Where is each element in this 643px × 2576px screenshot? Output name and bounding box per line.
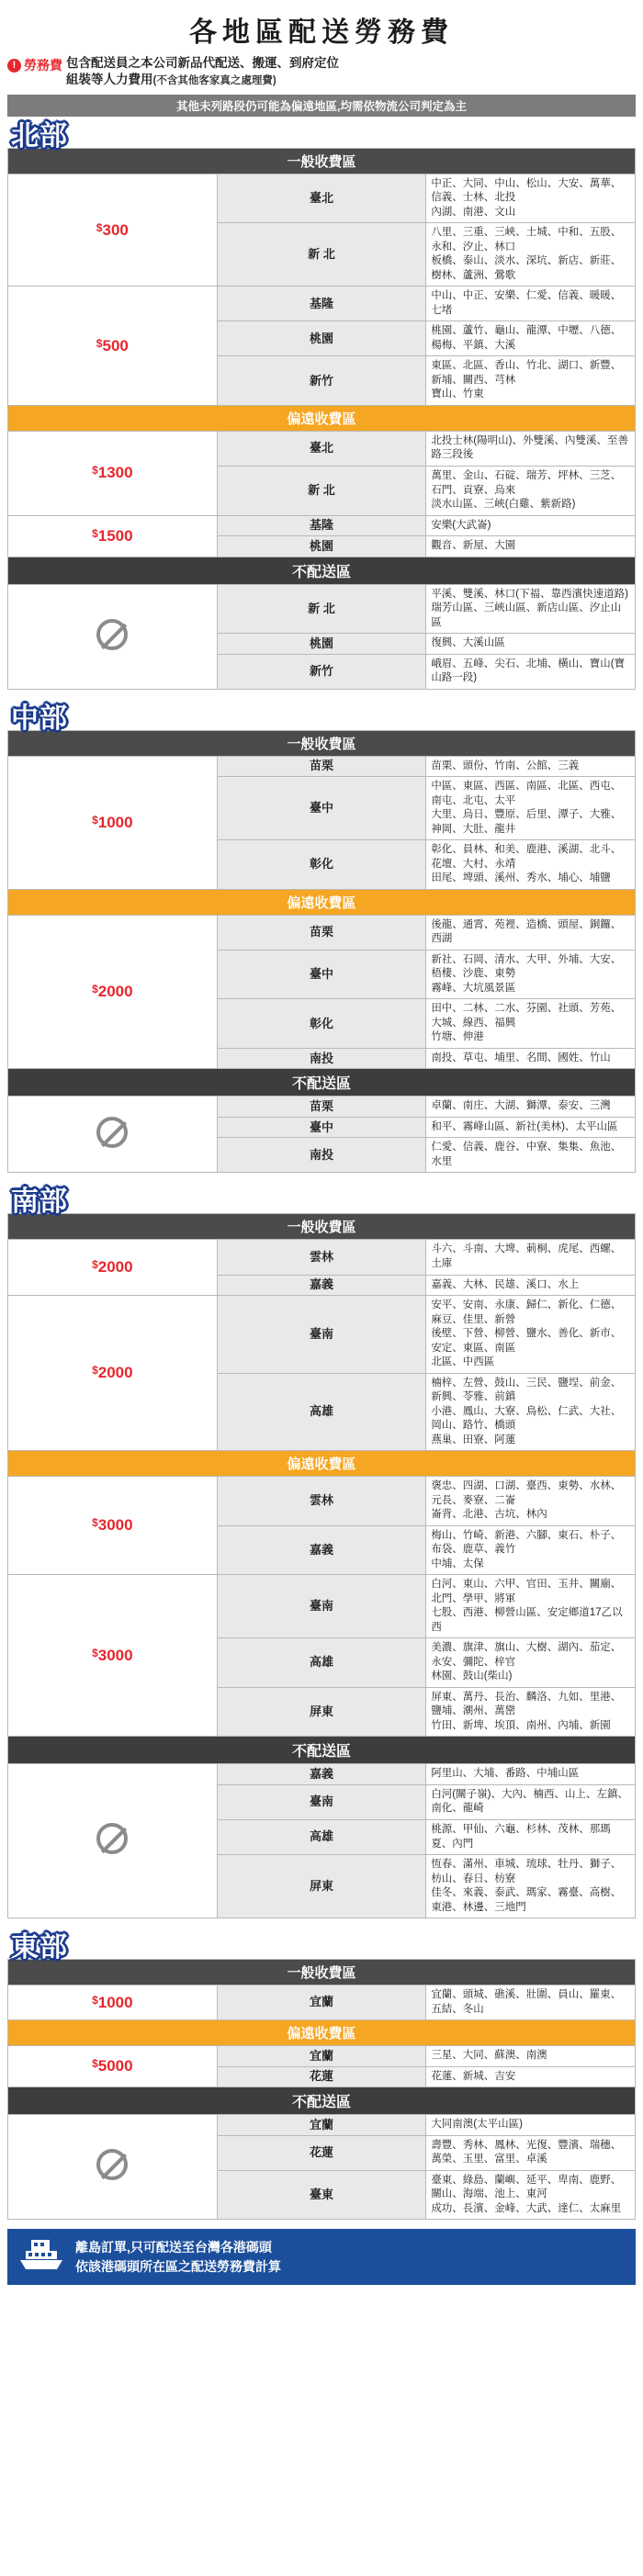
- area-list-cell: [426, 1638, 636, 1688]
- table-row: [8, 1575, 636, 1638]
- area-list-cell: [426, 2115, 636, 2136]
- area-line: 霧峰、大坑風景區: [431, 982, 516, 994]
- price-cell: [8, 2046, 218, 2087]
- area-line: 板橋、泰山、淡水、深坑、新店、新莊、樹林、蘆洲、鶯歌: [431, 255, 622, 281]
- currency-symbol: $: [96, 336, 103, 350]
- area-line: 觀音、新屋、大園: [431, 540, 516, 552]
- prohibition-icon: [96, 1117, 128, 1148]
- page-title: 各地區配送勞務費: [189, 17, 454, 48]
- table-row: [8, 1296, 636, 1374]
- area-line: 復興、大溪山區: [431, 637, 505, 649]
- area-line: 宜蘭、頭城、礁溪、壯圍、員山、羅東、五結、冬山: [431, 1989, 622, 2015]
- city-cell: 臺中: [217, 950, 426, 999]
- area-list-cell: [426, 1117, 636, 1138]
- fee-note-line2-main: 組裝等人力費用: [66, 73, 153, 87]
- area-list-cell: [426, 466, 636, 515]
- region-block: [7, 117, 636, 690]
- section-header-row: [8, 2087, 636, 2115]
- section-title: 一般收費區: [8, 1214, 636, 1240]
- city-cell: 高雄: [217, 1373, 426, 1451]
- area-line: 苗栗、頭份、竹南、公館、三義: [431, 759, 580, 771]
- area-line: 後壁、下營、柳營、鹽水、善化、新市、安定、東區、南區: [431, 1328, 622, 1354]
- area-line: 竹田、新埤、埃頂、南州、內埔、新園: [431, 1719, 611, 1731]
- area-list-cell: [426, 1477, 636, 1526]
- currency-symbol: $: [92, 813, 98, 827]
- area-line: 壽豐、秀林、鳳林、光復、豐濱、瑞穗、萬榮、玉里、富里、卓溪: [431, 2139, 622, 2165]
- area-list-cell: [426, 1855, 636, 1918]
- area-list-cell: [426, 915, 636, 950]
- area-line: 八里、三重、三峽、土城、中和、五股、永和、汐止、林口: [431, 227, 622, 253]
- price-amount: 5000: [97, 2057, 133, 2075]
- city-cell: 苗栗: [217, 756, 426, 777]
- city-cell: 彰化: [217, 840, 426, 890]
- fee-note: [0, 55, 643, 95]
- table-row: [8, 2115, 636, 2136]
- area-line: 南投、草屯、埔里、名間、國姓、竹山: [431, 1052, 611, 1063]
- city-cell: 高雄: [217, 1638, 426, 1688]
- currency-symbol: $: [92, 464, 98, 478]
- city-cell: 基隆: [217, 287, 426, 321]
- section-header-row: [8, 1960, 636, 1985]
- area-line: 褒忠、四湖、口湖、臺西、東勢、水林、元長、麥寮、二崙: [431, 1480, 622, 1506]
- no-delivery-icon: [8, 1097, 218, 1173]
- currency-symbol: $: [92, 1258, 98, 1272]
- area-line: 嘉義、大林、民雄、溪口、水上: [431, 1278, 580, 1290]
- price-amount: 3000: [97, 1646, 133, 1664]
- price-cell: [8, 1240, 218, 1296]
- table-row: [8, 756, 636, 777]
- area-line: 恆春、滿州、車城、琉球、牡丹、獅子、枋山、春日、枋寮: [431, 1859, 622, 1884]
- footer-line2: 依該港碼頭所在區之配送勞務費計算: [75, 2258, 281, 2274]
- area-list-cell: [426, 840, 636, 890]
- area-list-cell: [426, 756, 636, 777]
- region-block: [7, 1928, 636, 2220]
- prohibition-icon: [96, 1823, 128, 1854]
- area-list-cell: [426, 2046, 636, 2067]
- area-line: 安樂(大武崙): [431, 519, 491, 531]
- area-list-cell: [426, 1764, 636, 1785]
- area-list-cell: [426, 174, 636, 223]
- exclamation-icon: !: [7, 59, 21, 73]
- area-list-cell: [426, 634, 636, 655]
- section-header-row: [8, 889, 636, 915]
- city-cell: 臺中: [217, 1117, 426, 1138]
- fee-note-badge: [7, 55, 62, 74]
- area-line: 北投士林(陽明山)、外雙溪、內雙溪、至善路三段後: [431, 434, 628, 461]
- area-line: 東區、北區、香山、竹北、湖口、新豐、新埔、關西、芎林: [431, 360, 622, 386]
- table-row: [8, 1240, 636, 1275]
- city-cell: 臺南: [217, 1575, 426, 1638]
- city-cell: 基隆: [217, 515, 426, 536]
- area-line: 大同南澳(太平山區): [431, 2119, 523, 2131]
- area-line: 卓蘭、南庄、大湖、獅潭、泰安、三灣: [431, 1100, 611, 1112]
- area-list-cell: [426, 1525, 636, 1575]
- fee-note-label: 勞務費: [24, 58, 62, 73]
- region-name: 北部: [11, 120, 68, 152]
- area-line: 中正、大同、中山、松山、大安、萬華、信義、士林、北投: [431, 177, 622, 204]
- area-line: 三星、大同、蘇澳、南澳: [431, 2050, 547, 2062]
- city-cell: 桃園: [217, 536, 426, 557]
- area-line: 中埔、太保: [431, 1558, 484, 1569]
- area-line: 桃園、蘆竹、龜山、龍潭、中壢、八德、楊梅、平鎮、大溪: [431, 325, 622, 351]
- city-cell: 新 北: [217, 223, 426, 287]
- section-title: 偏遠收費區: [8, 889, 636, 915]
- currency-symbol: $: [92, 1993, 98, 2007]
- city-cell: 桃園: [217, 321, 426, 356]
- city-cell: 新 北: [217, 466, 426, 515]
- footer-text: [75, 2238, 281, 2276]
- section-title: 不配送區: [8, 1069, 636, 1097]
- city-cell: 南投: [217, 1138, 426, 1173]
- section-title: 不配送區: [8, 1737, 636, 1764]
- area-line: 和平、霧峰山區、新社(美林)、太平山區: [431, 1120, 618, 1132]
- region-name: 南部: [11, 1187, 68, 1218]
- section-title: 一般收費區: [8, 148, 636, 174]
- area-line: 萬里、金山、石碇、瑞芳、坪林、三芝、石門、貢寮、烏來: [431, 469, 622, 496]
- region-name: 中部: [11, 703, 68, 734]
- city-cell: 新 北: [217, 584, 426, 634]
- section-header-row: [8, 1069, 636, 1097]
- section-title: 偏遠收費區: [8, 405, 636, 431]
- area-list-cell: [426, 1575, 636, 1638]
- area-line: 北區、中西區: [431, 1356, 495, 1368]
- region-block: [7, 699, 636, 1174]
- area-line: 內湖、南港、文山: [431, 206, 516, 218]
- city-cell: 雲林: [217, 1240, 426, 1275]
- price-amount: 500: [102, 336, 129, 354]
- region-header: [7, 117, 636, 152]
- area-line: 竹塘、伸港: [431, 1031, 484, 1043]
- area-list-cell: [426, 223, 636, 287]
- section-header-row: [8, 1214, 636, 1240]
- area-line: 平溪、雙溪、林口(下福、靠西濱快速道路): [431, 588, 628, 600]
- area-line: 成功、長濱、金峰、大武、達仁、太麻里: [431, 2202, 622, 2214]
- area-line: 中山、中正、安樂、仁愛、信義、暖暖、七堵: [431, 290, 622, 316]
- area-list-cell: [426, 515, 636, 536]
- area-line: 安平、安南、永康、歸仁、新化、仁德、麻豆、佳里、新營: [431, 1299, 622, 1325]
- area-list-cell: [426, 1819, 636, 1854]
- city-cell: 桃園: [217, 634, 426, 655]
- area-line: 新社、石岡、清水、大甲、外埔、大安、梧棲、沙鹿、東勢: [431, 953, 622, 980]
- area-list-cell: [426, 1985, 636, 2020]
- area-line: 小港、鳳山、大寮、鳥松、仁武、大社、岡山、路竹、橋頭: [431, 1405, 622, 1432]
- fee-note-line2-sub: (不含其他客家真之處理費): [152, 75, 276, 87]
- area-line: 楠梓、左營、鼓山、三民、鹽埕、前金、新興、苓雅、前鎮: [431, 1377, 622, 1403]
- area-line: 田中、二林、二水、芬園、社頭、芳苑、大城、線西、福興: [431, 1003, 622, 1029]
- currency-symbol: $: [92, 1646, 98, 1659]
- fee-note-body: [66, 55, 339, 89]
- price-amount: 2000: [97, 1258, 133, 1277]
- section-title: 不配送區: [8, 2087, 636, 2115]
- price-cell: [8, 431, 218, 515]
- prohibition-icon: [96, 2149, 128, 2180]
- area-list-cell: [426, 1296, 636, 1374]
- city-cell: 屏東: [217, 1687, 426, 1737]
- region-table: [7, 730, 636, 1174]
- table-row: [8, 915, 636, 950]
- area-list-cell: [426, 584, 636, 634]
- regions-container: [0, 117, 643, 2221]
- area-list-cell: [426, 287, 636, 321]
- area-line: 崙背、北港、古坑、林內: [431, 1509, 547, 1521]
- section-title: 不配送區: [8, 557, 636, 584]
- area-line: 花蓮、新城、吉安: [431, 2070, 516, 2082]
- area-list-cell: [426, 999, 636, 1049]
- area-list-cell: [426, 2170, 636, 2220]
- city-cell: 臺東: [217, 2170, 426, 2220]
- area-list-cell: [426, 1275, 636, 1296]
- area-line: 梅山、竹崎、新港、六腳、東石、朴子、布袋、鹿草、義竹: [431, 1529, 622, 1556]
- city-cell: 臺南: [217, 1784, 426, 1819]
- area-line: 白河、東山、六甲、官田、玉井、關廟、北門、學甲、將軍: [431, 1579, 622, 1604]
- area-line: 燕巢、田寮、阿蓮: [431, 1434, 516, 1445]
- section-header-row: [8, 557, 636, 584]
- no-delivery-icon: [8, 1764, 218, 1918]
- region-table: [7, 148, 636, 690]
- section-title: 偏遠收費區: [8, 2020, 636, 2046]
- no-delivery-icon: [8, 584, 218, 689]
- city-cell: 彰化: [217, 999, 426, 1049]
- city-cell: 嘉義: [217, 1525, 426, 1575]
- area-line: 峨眉、五峰、尖石、北埔、橫山、寶山(寶山路一段): [431, 658, 626, 684]
- table-row: [8, 1985, 636, 2020]
- currency-symbol: $: [92, 983, 98, 996]
- area-line: 後龍、通霄、苑裡、造橋、頭屋、銅鑼、西湖: [431, 918, 622, 945]
- city-cell: 雲林: [217, 1477, 426, 1526]
- ship-icon: [17, 2236, 66, 2278]
- area-list-cell: [426, 1687, 636, 1737]
- table-row: [8, 584, 636, 634]
- section-title: 一般收費區: [8, 730, 636, 756]
- section-header-row: [8, 730, 636, 756]
- area-line: 仁愛、信義、鹿谷、中寮、集集、魚池、水里: [431, 1142, 622, 1167]
- area-line: 七股、西港、柳營山區、安定鄉道17乙以西: [431, 1607, 623, 1633]
- city-cell: 苗栗: [217, 1097, 426, 1118]
- section-header-row: [8, 148, 636, 174]
- price-cell: [8, 1575, 218, 1737]
- fee-note-line1: 包含配送員之本公司新品代配送、搬運、到府定位: [66, 56, 339, 70]
- area-line: 白河(關子嶺)、大內、楠西、山上、左鎮、南化、龍崎: [431, 1788, 628, 1815]
- currency-symbol: $: [92, 1364, 98, 1378]
- prohibition-icon: [96, 619, 128, 650]
- area-list-cell: [426, 536, 636, 557]
- area-list-cell: [426, 1784, 636, 1819]
- region-header: [7, 1182, 636, 1218]
- city-cell: 臺北: [217, 431, 426, 466]
- area-line: 美濃、旗津、旗山、大樹、湖內、茄定、永安、彌陀、梓官: [431, 1642, 622, 1668]
- area-line: 斗六、斗南、大埤、莿桐、虎尾、西螺、土庫: [431, 1243, 622, 1269]
- fee-note-line2: [66, 72, 339, 89]
- area-list-cell: [426, 1373, 636, 1451]
- city-cell: 新竹: [217, 654, 426, 689]
- city-cell: 臺南: [217, 1296, 426, 1374]
- currency-symbol: $: [92, 526, 98, 540]
- area-line: 中區、東區、西區、南區、北區、西屯、南屯、北屯、太平: [431, 781, 622, 806]
- currency-symbol: $: [92, 1516, 98, 1530]
- no-delivery-icon: [8, 2115, 218, 2220]
- city-cell: 臺中: [217, 777, 426, 840]
- area-list-cell: [426, 1138, 636, 1173]
- region-header: [7, 699, 636, 734]
- price-amount: 3000: [97, 1516, 133, 1535]
- region-table: [7, 1959, 636, 2220]
- section-header-row: [8, 1737, 636, 1764]
- footer-note: [7, 2229, 636, 2285]
- area-list-cell: [426, 654, 636, 689]
- area-line: 佳冬、來義、泰武、瑪家、霧臺、高樹、東港、林邊、三地門: [431, 1887, 622, 1913]
- section-header-row: [8, 405, 636, 431]
- section-title: 偏遠收費區: [8, 1451, 636, 1477]
- area-list-cell: [426, 2066, 636, 2087]
- banner-note: 其他未列路段仍可能為偏遠地區,均需依物流公司判定為主: [7, 95, 636, 117]
- city-cell: 新竹: [217, 356, 426, 406]
- price-amount: 1500: [97, 526, 133, 545]
- area-list-cell: [426, 1097, 636, 1118]
- table-row: [8, 1477, 636, 1526]
- price-cell: [8, 915, 218, 1069]
- table-row: [8, 174, 636, 223]
- area-list-cell: [426, 356, 636, 406]
- region-block: [7, 1182, 636, 1918]
- area-line: 林園、鼓山(柴山): [431, 1670, 513, 1682]
- area-line: 大里、烏日、豐原、后里、潭子、大雅、神岡、大肚、龍井: [431, 809, 622, 835]
- price-amount: 2000: [97, 1364, 133, 1382]
- area-list-cell: [426, 321, 636, 356]
- currency-symbol: $: [92, 2057, 98, 2071]
- area-line: 田尾、埤頭、溪州、秀水、埔心、埔鹽: [431, 872, 611, 884]
- table-row: [8, 431, 636, 466]
- area-list-cell: [426, 777, 636, 840]
- region-name: 東部: [11, 1932, 68, 1963]
- city-cell: 花蓮: [217, 2066, 426, 2087]
- table-row: [8, 1097, 636, 1118]
- price-amount: 2000: [97, 983, 133, 1001]
- city-cell: 嘉義: [217, 1764, 426, 1785]
- area-line: 寶山、竹東: [431, 388, 484, 400]
- city-cell: 花蓮: [217, 2135, 426, 2170]
- area-line: 臺東、綠島、蘭嶼、延平、卑南、鹿野、關山、海端、池上、東河: [431, 2174, 622, 2200]
- price-amount: 1000: [97, 1993, 133, 2011]
- section-header-row: [8, 1451, 636, 1477]
- area-list-cell: [426, 2135, 636, 2170]
- area-line: 彰化、員林、和美、鹿港、溪湖、北斗、花壇、大村、永靖: [431, 844, 622, 870]
- table-row: [8, 287, 636, 321]
- table-row: [8, 515, 636, 536]
- price-cell: [8, 174, 218, 287]
- area-list-cell: [426, 431, 636, 466]
- city-cell: 宜蘭: [217, 1985, 426, 2020]
- city-cell: 嘉義: [217, 1275, 426, 1296]
- area-list-cell: [426, 1048, 636, 1069]
- city-cell: 高雄: [217, 1819, 426, 1854]
- city-cell: 宜蘭: [217, 2115, 426, 2136]
- area-list-cell: [426, 950, 636, 999]
- region-header: [7, 1928, 636, 1963]
- price-cell: [8, 756, 218, 889]
- area-line: 桃源、甲仙、六龜、杉林、茂林、那瑪夏、內門: [431, 1823, 611, 1850]
- city-cell: 南投: [217, 1048, 426, 1069]
- section-title: 一般收費區: [8, 1960, 636, 1985]
- city-cell: 臺北: [217, 174, 426, 223]
- section-header-row: [8, 2020, 636, 2046]
- price-amount: 1300: [97, 464, 133, 482]
- area-list-cell: [426, 1240, 636, 1275]
- table-row: [8, 2046, 636, 2067]
- currency-symbol: $: [96, 220, 103, 234]
- table-row: [8, 1764, 636, 1785]
- city-cell: 宜蘭: [217, 2046, 426, 2067]
- footer-line1: 離島訂單,只可配送至台灣各港碼頭: [75, 2240, 272, 2255]
- price-cell: [8, 515, 218, 557]
- area-line: 瑞芳山區、三峽山區、新店山區、汐止山區: [431, 602, 622, 628]
- price-cell: [8, 1985, 218, 2020]
- area-line: 屏東、萬丹、長治、麟洛、九如、里港、鹽埔、潮州、萬巒: [431, 1691, 622, 1717]
- price-amount: 1000: [97, 813, 133, 831]
- price-amount: 300: [102, 220, 129, 239]
- city-cell: 屏東: [217, 1855, 426, 1918]
- city-cell: 苗栗: [217, 915, 426, 950]
- region-table: [7, 1213, 636, 1918]
- area-line: 淡水山區、三峽(白雞、紫新路): [431, 499, 576, 511]
- price-cell: [8, 287, 218, 406]
- price-cell: [8, 1296, 218, 1451]
- price-cell: [8, 1477, 218, 1575]
- area-line: 阿里山、大埔、番路、中埔山區: [431, 1768, 580, 1780]
